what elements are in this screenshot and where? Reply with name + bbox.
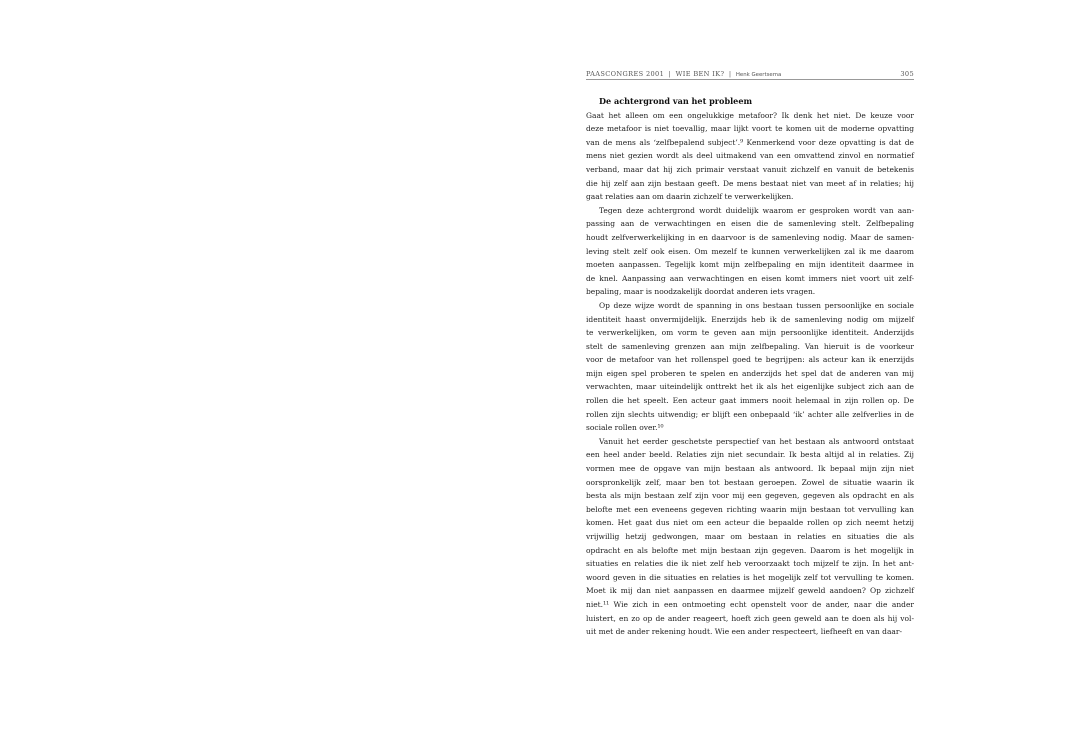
text-line: te verwerkelijken, om vorm te geven aan mijn persoonlijke identiteit. Anderzijds [586, 328, 914, 338]
text-line: besta als mijn bestaan zelf zijn voor mij een gegeven, gegeven als opdracht en als [586, 491, 914, 501]
paragraph [586, 204, 914, 299]
text-line: sociale rollen over.¹⁰ [586, 423, 664, 433]
text-line: Op deze wijze wordt de spanning in ons bestaan tussen persoonlijke en sociale [599, 300, 914, 310]
page-number: 305 [900, 70, 914, 78]
paragraph [586, 435, 914, 639]
text-line: leving stelt zelf ook eisen. Om mezelf te kunnen verwerkelijken zal ik me daarom [586, 246, 914, 256]
text-line: vormen mee de opgave van mijn bestaan als antwoord. Ik bepaal mijn zijn niet [586, 464, 914, 474]
text-line: Vanuit het eerder geschetste perspectief van het bestaan als antwoord ontstaat [599, 436, 914, 446]
text-line: van de mens als ‘zelfbepalend subject’.⁹ Kenmerkend voor deze opvatting is dat de [586, 137, 914, 147]
running-head-author: Henk Geertsema [735, 72, 782, 78]
running-head-title: WIE BEN IK? [675, 70, 725, 78]
running-head [586, 70, 914, 78]
running-head-series: PAASCONGRES 2001 [586, 70, 665, 78]
text-line: verband, maar dat hij zich primair verstaat vanuit zichzelf en vanuit de betekenis [586, 164, 914, 174]
text-line: oorspronkelijk zelf, maar ben tot bestaan geroepen. Zowel de situatie waarin ik [586, 477, 914, 487]
body-text [586, 109, 914, 639]
text-line: uit met de ander rekening houdt. Wie een ander respecteert, liefheeft en van daar- [586, 627, 903, 637]
text-line: houdt zelfverwerkelijking in en daarvoor is de samenleving nodig. Maar de samen- [586, 232, 914, 242]
text-line: woord geven in die situaties en relaties is het mogelijk zelf tot vervulling te komen. [586, 572, 914, 582]
page-body [586, 95, 914, 639]
header-rule [586, 79, 914, 80]
text-line: een heel ander beeld. Relaties zijn niet secundair. Ik besta altijd al in relaties. Zij [586, 450, 914, 460]
text-line: die hij zelf aan zijn bestaan geeft. De mens bestaat niet van meet af in relaties; hij [586, 178, 914, 188]
text-line: bepaling, maar is noodzakelijk doordat anderen iets vragen. [586, 287, 816, 297]
text-line: Moet ik mij dan niet aanpassen en daarmee mijzelf geweld aandoen? Op zichzelf [586, 586, 914, 596]
running-head-separator-2: | [728, 70, 732, 78]
text-line: rollen zijn slechts uitwendig; er blijft een onbepaald ‘ik’ achter alle zelfverlies in de [586, 409, 914, 419]
text-line: gaat relaties aan om daarin zichzelf te verwerkelijken. [586, 192, 794, 202]
paragraph [586, 109, 914, 204]
text-line: mijn eigen spel proberen te spelen en anderzijds het spel dat de anderen van mij [586, 368, 914, 378]
text-line: luistert, en zo op de ander reageert, hoeft zich geen geweld aan te doen als hij vol- [586, 613, 914, 623]
text-line: situaties en relaties die ik niet zelf heb veroorzaakt toch mijzelf te zijn. In het ant- [586, 559, 914, 569]
text-line: opdracht en als belofte met mijn bestaan zijn gegeven. Daarom is het mogelijk in [586, 545, 914, 555]
text-line: deze metafoor is niet toevallig, maar lijkt voort te komen uit de moderne opvatting [586, 124, 914, 134]
text-line: Tegen deze achtergrond wordt duidelijk waarom er gesproken wordt van aan- [599, 205, 914, 215]
text-line: belofte met een eveneens gegeven richting waarin mijn bestaan tot vervulling kan [586, 504, 914, 514]
text-line: niet.¹¹ Wie zich in een ontmoeting echt openstelt voor de ander, naar die ander [586, 599, 914, 609]
running-head-left [586, 70, 781, 78]
text-line: de knel. Aanpassing aan verwachtingen en eisen komt immers niet voort uit zelf- [586, 273, 914, 283]
running-head-separator-1: | [668, 70, 672, 78]
paragraph [586, 299, 914, 435]
text-line: moeten aanpassen. Tegelijk komt mijn zelfbepaling en mijn identiteit daarmee in [586, 260, 914, 270]
text-line: verwachten, maar uiteindelijk onttrekt het ik als het eigenlijke subject zich aan de [586, 382, 914, 392]
text-line: komen. Het gaat dus niet om een acteur die bepaalde rollen op zich neemt hetzij [586, 518, 914, 528]
text-line: stelt de samenleving grenzen aan mijn zelfbepaling. Van hieruit is de voorkeur [586, 341, 914, 351]
text-line: vrijwillig hetzij gedwongen, maar om bestaan in relaties en situaties die als [586, 532, 914, 541]
section-heading: De achtergrond van het probleem [599, 96, 753, 106]
text-line: passing aan de verwachtingen en eisen die de samenleving stelt. Zelfbepaling [586, 219, 914, 229]
text-line: rollen die het speelt. Een acteur gaat immers nooit helemaal in zijn rollen op. De [586, 396, 914, 406]
text-line: Gaat het alleen om een ongelukkige metafoor? Ik denk het niet. De keuze voor [586, 110, 914, 120]
text-line: voor de metafoor van het rollenspel goed te begrijpen: als acteur kan ik enerzijds [586, 355, 914, 365]
text-line: identiteit haast onvermijdelijk. Enerzijds heb ik de samenleving nodig om mijzelf [586, 314, 914, 324]
text-line: mens niet gezien wordt als deel uitmakend van een omvattend zinvol en normatief [586, 151, 914, 161]
